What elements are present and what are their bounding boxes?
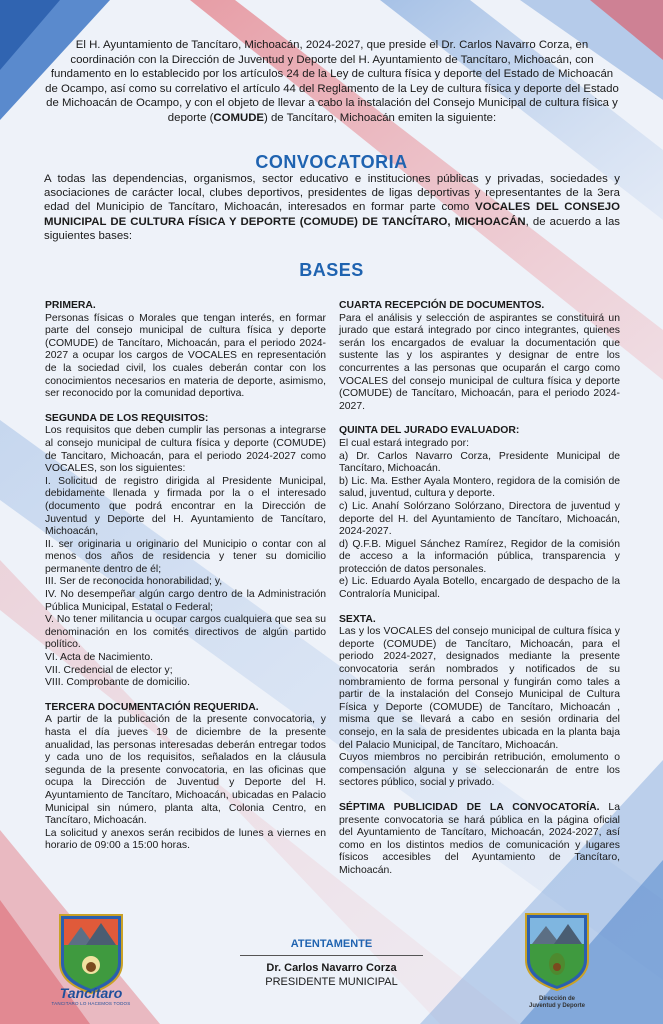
tercera-text-2: La solicitud y anexos serán recibidos de lunes a viernes en horario de 09:00 a 15:00 horas.	[45, 827, 326, 852]
lead-end: , de acuerdo a las siguientes bases:	[44, 215, 620, 242]
septima-paragraph	[339, 802, 620, 878]
bases-title: BASES	[299, 260, 364, 280]
direccion-label	[512, 996, 602, 1010]
signature-line	[240, 955, 423, 956]
sexta-text-2: Cuyos miembros no percibirán retribución, emolumento o compensación alguna y se seleccionarán de entre los sectores público, social y privado.	[339, 752, 620, 789]
left-column	[45, 300, 326, 853]
quinta-text: El cual estará integrado por:	[339, 437, 469, 449]
jurado-item: b) Lic. Ma. Esther Ayala Montero, regidora de la comisión de salud, juventud, cultura y deporte.	[339, 475, 620, 500]
jurado-item: d) Q.F.B. Miguel Sánchez Ramírez, Regidor de la comisión de acceso a la información pública, transparencia y protección de datos personales.	[339, 538, 620, 575]
lead-text: A todas las dependencias, organismos, sector educativo e instituciones públicas y privadas, sociedades y asociaciones de carácter local, clubes deportivos, presidentes de ligas deportivas y representantes de la 3era edad del Municipio de Tancítaro, Michoacán, interesados en formar parte como	[44, 173, 620, 214]
quinta-heading: QUINTA DEL JURADO EVALUADOR:	[339, 425, 520, 437]
cuarta-heading: CUARTA RECEPCIÓN DE DOCUMENTOS.	[339, 300, 545, 311]
sexta-heading: SEXTA.	[339, 613, 376, 625]
dept-line-1: Dirección de	[538, 996, 575, 1002]
right-column	[339, 300, 620, 878]
tancitaro-slogan: TANCITARO LO HACEMOS TODOS	[51, 1001, 131, 1006]
requisito-item: IV. No desempeñar algún cargo dentro de la Administración Pública Municipal, Estatal o Federal;	[45, 589, 326, 613]
requisito-item: II. ser originaria u originario del Municipio o contar con al menos dos años de residencia y tener su domicilio permanente dentro de él;	[45, 538, 326, 575]
septima-text: La presente convocatoria se hará pública en la página oficial del Ayuntamiento de Tancítaro, Michoacán, 2024-2027, así como en los distintos medios de comunicación y lugares físicos accesibles del Ayuntamiento de Tancítaro, Michoacán.	[339, 801, 620, 876]
sexta-text: Las y los VOCALES del consejo municipal de cultura física y deporte (COMUDE) de Tancítaro, Michoacán, para el periodo 2024-2027, designados mediante la presente convocatoria serán nombrados y notificados de su nombramiento de forma personal y fungirán como tales a partir de la instalación del Consejo Municipal de Cultura Física y Deporte (COMUDE) de Tancítaro, Michoacán , misma que se llevará a cabo en sesión ordinaria del consejo, en la sala de presidentes ubicada en la planta baja del Palacio Municipal, de Tancítaro, Michoacán.	[339, 626, 620, 751]
segunda-text: Los requisitos que deben cumplir las personas a integrarse al consejo municipal de cultura física y deporte (COMUDE) de Tancitaro, Michoacán, para el periodo 2024-2027 como VOCALES, son los siguientes:	[45, 425, 326, 475]
tercera-text: A partir de la publicación de la presente convocatoria, y hasta el día jueves 19 de diciembre de la presente anualidad, las personas interesadas deberán entregar todos y cada uno de los requisitos, señalados en la cláusula segunda de la presente convocatoria, en las oficinas que ocupa la Dirección de Juventud y Deporte del H. Ayuntamiento de Tancítaro, Michoacán, ubicadas en Palacio Municipal sin número, planta alta, Colonia Centro, en Tancítaro, Michoacán.	[45, 714, 326, 827]
jurado-item: a) Dr. Carlos Navarro Corza, Presidente Municipal de Tancítaro, Michoacán.	[339, 450, 620, 475]
lead-paragraph	[44, 172, 620, 243]
septima-heading: SÉPTIMA PUBLICIDAD DE LA CONVOCATORÍA.	[339, 801, 600, 813]
jurado-item: c) Lic. Anahí Solórzano Solórzano, Directora de juventud y deporte del H. del Ayuntamiento de Tancítaro, Michoacán, 2024-2027.	[339, 500, 620, 538]
requisito-item: V. No tener militancia u ocupar cargos cualquiera que sea su denominación en los comités directivos de algún partido político.	[45, 614, 326, 651]
signer-role: PRESIDENTE MUNICIPAL	[265, 976, 398, 988]
requisito-item: III. Ser de reconocida honorabilidad; y,	[45, 576, 223, 588]
cuarta-text: Para el análisis y selección de aspirantes se constituirá un jurado que estará integrado por cinco integrantes, quienes serán los encargados de evaluar la documentación que sustente las y los aspirantes y designar de entre los concurrentes a las personas que ocuparán el cargo como VOCALES del consejo municipal de cultura física y deporte (COMUDE) de Tancítaro, Michoacán, para el periodo 2024-2027.	[339, 312, 620, 412]
requisito-item: I. Solicitud de registro dirigida al Presidente Municipal, debidamente llenada y firmada por la o el interesado (documento que podrá encontrar en la Dirección de Juventud y Deporte del H. Ayuntamiento de Tancítaro, Michoacán,	[45, 475, 326, 538]
primera-heading: PRIMERA.	[45, 300, 96, 311]
convocatoria-title: CONVOCATORIA	[255, 152, 408, 172]
signer-name: Dr. Carlos Navarro Corza	[266, 962, 397, 974]
requisito-item: VI. Acta de Nacimiento.	[45, 652, 154, 664]
primera-text: Personas físicas o Morales que tengan interés, en formar parte del consejo municipal de cultura física y deporte (COMUDE) de Tancítaro, Michoacán, para el periodo 2024-2027 a ocupar los cargos de VOCALES en representación de la sociedad civil, los cuales deberán contar con los conocimientos necesarios en materia de deporte, asimismo, ser reconocido por la comunidad deportiva.	[45, 312, 326, 400]
requisito-item: VII. Credencial de elector y;	[45, 664, 173, 676]
atentamente-label: ATENTAMENTE	[290, 938, 373, 950]
intro-text-end: ) de Tancítaro, Michoacán emiten la siguiente:	[264, 111, 497, 124]
tercera-heading: TERCERA DOCUMENTACIÓN REQUERIDA.	[45, 701, 259, 713]
intro-comude: COMUDE	[213, 111, 265, 124]
dept-line-2: Juventud y Deporte	[528, 1003, 585, 1009]
intro-text: El H. Ayuntamiento de Tancítaro, Michoacán, 2024-2027, que preside el Dr. Carlos Navarro Corza, en coordinación con la Dirección de Juventud y Deporte del H. Ayuntamiento de Tancítaro, Michoacán, con fundamento en lo establecido por los artículos 24 de la Ley de cultura física y deporte del Estado de Michoacán de Ocampo, así como su correlativo el artículo 44 del Reglamento de la Ley de cultura física y deporte del Estado de Michoacán de Ocampo, y con el objeto de llevar a cabo la instalación del Consejo Municipal de cultura física y deporte (	[45, 39, 619, 124]
jurado-item: e) Lic. Eduardo Ayala Botello, encargado de despacho de la Contraloría Municipal.	[339, 576, 620, 601]
tancitaro-brand: Tancítaro	[59, 985, 123, 1001]
requisito-item: VIII. Comprobante de domicilio.	[45, 677, 190, 689]
lead-strong: VOCALES DEL CONSEJO MUNICIPAL DE CULTURA FÍSICA Y DEPORTE (COMUDE) DE TANCÍTARO, MICHOACÁN	[44, 201, 621, 228]
intro-paragraph	[44, 38, 620, 126]
segunda-heading: SEGUNDA DE LOS REQUISITOS:	[45, 412, 209, 424]
